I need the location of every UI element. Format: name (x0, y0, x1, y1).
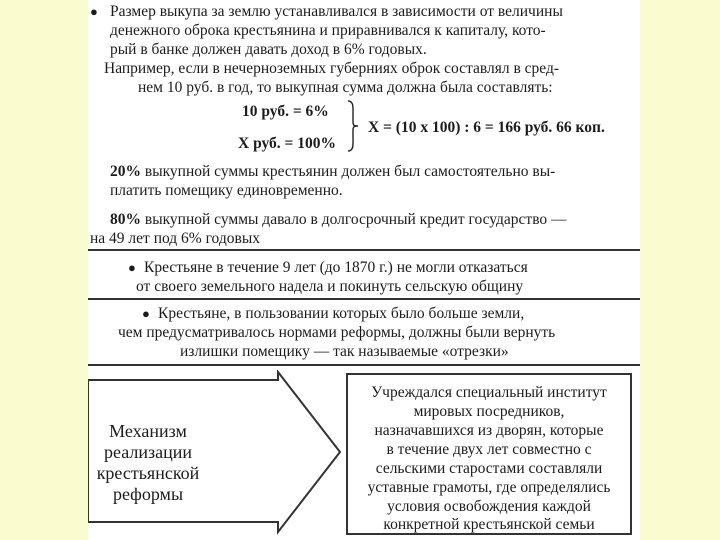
brace-icon (346, 100, 360, 152)
institute-box (346, 373, 632, 535)
para3-line1-text: выкупной суммы давало в долгосрочный кредит государство — (141, 211, 567, 228)
para5-line3: излишки помещику — так называемые «отрезки» (180, 343, 509, 360)
box-line-2: мировых посредников, (413, 403, 565, 420)
para3-bold: 80% (110, 211, 141, 228)
formula-eq2: Х руб. = 100% (238, 135, 336, 152)
document-page (88, 0, 640, 540)
formula-eq1: 10 руб. = 6% (242, 103, 329, 120)
box-line-1: Учреждался специальный институт (371, 384, 607, 401)
box-line-4: в течение двух лет совместно с (386, 441, 592, 458)
para4-line2: от своего земельного надела и покинуть сельскую общину (136, 278, 524, 295)
bullet-dot-icon: ● (142, 306, 150, 321)
box-line-8: конкретной крестьянской семьи (383, 516, 595, 533)
para2-line1-text: выкупной суммы крестьянин должен был самостоятельно вы- (141, 163, 556, 180)
para3-line1 (110, 210, 567, 229)
box-line-3: назначавшихся из дворян, которые (374, 422, 604, 439)
para1-line3: рый в банке должен давать доход в 6% годовых. (110, 41, 427, 58)
bullet-dot-icon: ● (128, 260, 136, 275)
arrow-label-2: реализации (104, 442, 192, 462)
para3-line2: на 49 лет под 6% годовых (90, 230, 260, 247)
para5-line2: чем предусматривалось нормами реформы, должны были вернуть (118, 324, 556, 341)
arrow-label-3: крестьянской (96, 463, 200, 483)
box-line-6: уставные грамоты, где определялись (367, 479, 611, 496)
box-line-7: условия освобождения каждой (387, 498, 591, 515)
para4-line1: Крестьяне в течение 9 лет (до 1870 г.) не могли отказаться (144, 259, 528, 276)
divider-3 (88, 364, 640, 366)
para2-line2: платить помещику единовременно. (110, 182, 343, 199)
para2-line1 (110, 162, 555, 181)
para1-line1: Размер выкупа за землю устанавливался в зависимости от величины (110, 3, 563, 20)
divider-2 (88, 298, 640, 300)
para2-bold: 20% (110, 163, 141, 180)
para5-line1: Крестьяне, в пользовании которых было больше земли, (158, 305, 525, 322)
arrow-label-1: Механизм (109, 421, 187, 441)
bullet-dot-icon: ● (90, 4, 98, 19)
divider-1 (88, 249, 640, 251)
para1-line2: денежного оброка крестьянина и приравнивался к капиталу, кото- (110, 22, 546, 39)
para1-line4: Например, если в нечерноземных губерниях оброк составлял в сред- (104, 60, 560, 77)
box-line-5: сельскими старостами составляли (375, 460, 603, 477)
formula-result: Х = (10 х 100) : 6 = 166 руб. 66 коп. (368, 119, 605, 136)
para1-line5: нем 10 руб. в год, то выкупная сумма должна была составлять: (138, 79, 553, 96)
arrow-label-4: реформы (112, 484, 184, 504)
